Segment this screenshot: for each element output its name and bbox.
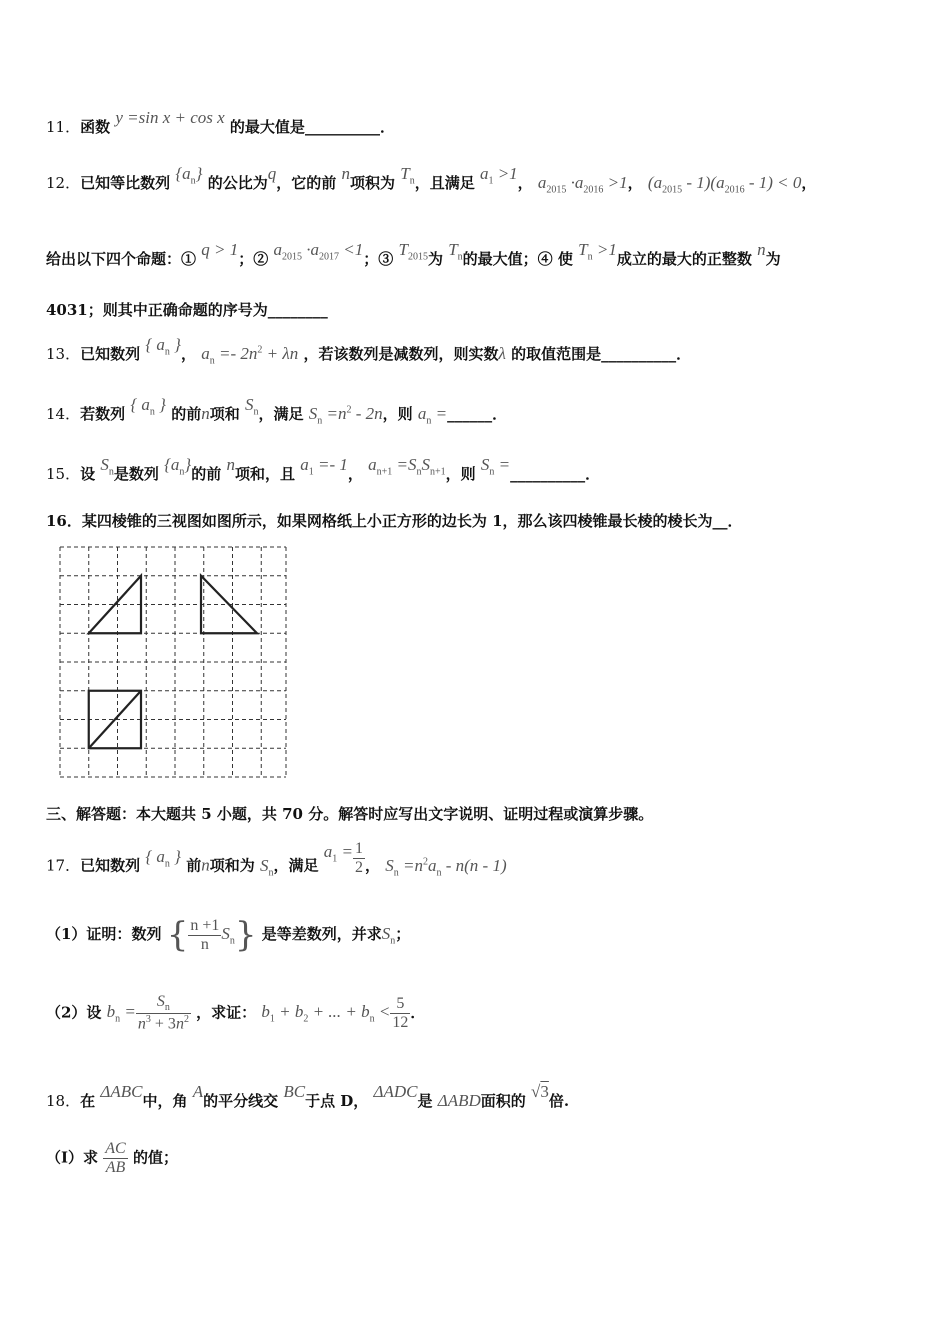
math-formula: $a_{n+1} =S_nS_{n+1}$	[368, 455, 446, 478]
math-formula: q	[267, 164, 277, 183]
math-formula: $S_n$	[381, 924, 396, 947]
math-formula: $T_n$	[448, 240, 463, 263]
math-formula: $(a_{2015} - 1)(a_{2016} - 1) < 0$	[647, 173, 802, 196]
fraction-ac-over-ab: $\frac{AC}{AB}$	[105, 1140, 126, 1176]
math-formula: y =sin x + cos x	[115, 108, 225, 127]
question-13: 13．已知数列 { $a_n$ }， $a_n =- 2n^2 + \lambda n$ ，若该数列是减数列，则实数λ 的取值范围是__________．	[46, 335, 692, 367]
question-14: 14．若数列 { $a_n$ } 的前n项和 $S_n$，满足 $S_n =n^2 - 2n$，则 $a_n$ =______．	[46, 395, 508, 427]
answer-blank: __________	[601, 345, 677, 363]
math-formula: $\{a_n\}$	[164, 455, 192, 478]
math-formula: $S_n$	[100, 455, 114, 478]
math-formula: $a_1 =- 1$	[300, 455, 348, 478]
math-formula: { $a_n$ }	[145, 846, 181, 869]
answer-blank: ______	[447, 405, 493, 423]
three-view-figure	[58, 545, 288, 780]
fraction-5-12: $\frac{5}{12}$	[392, 994, 409, 1031]
question-17-part2: （2）设 $b_n$ = $\frac{S_n}{n^3 + 3n^2}$ ，求证： $b_1 + b_2$ + ... + $b_n$ < $\frac{5}{12}$ ．	[46, 993, 426, 1033]
fraction-sn-over-poly: $\frac{S_n}{n^3 + 3n^2}$	[137, 993, 189, 1033]
question-12-line3: 4031；则其中正确命题的序号为________	[46, 301, 328, 319]
math-formula: $a_1$ =	[323, 841, 353, 864]
math-formula: n	[341, 164, 350, 183]
answer-blank: __________	[510, 465, 586, 483]
question-16: 16．某四棱锥的三视图如图所示，如果网格纸上小正方形的边长为 1，那么该四棱锥最长棱的棱长为__．	[46, 512, 743, 530]
math-formula: $\{a_n\}$	[175, 164, 203, 187]
question-17: 17．已知数列 { $a_n$ } 前n项和为 $S_n$，满足 $a_1$ = $\frac{1}{2}$ ， $S_n =n^2a_n - n(n - 1)$	[46, 840, 507, 878]
math-formula: q > 1	[201, 240, 239, 259]
question-12: 12．已知等比数列 $\{a_n\}$ 的公比为q，它的前 n项积为 $T_n$，且满足 $a_1 >1$， $a_{2015} \cdot a_{2016} >1$， $(a_{2015} - 1)(a_{2016} - 1) < 0$，	[46, 164, 817, 196]
math-formula: n	[226, 455, 235, 474]
math-formula: $S_n$ =	[480, 455, 511, 478]
question-17-part1: （1）证明：数列 { $\frac{n +1}{n}$ $S_n$} 是等差数列，并求$S_n$；	[46, 915, 411, 955]
math-formula: $b_1 + b_2$ + ... + $b_n$ <	[261, 1002, 391, 1025]
question-15: 15．设 $S_n$是数列 $\{a_n\}$的前 n项和，且 $a_1 =- 1$， $a_{n+1} =S_nS_{n+1}$，则 $S_n$ =__________．	[46, 455, 601, 483]
math-formula: n	[201, 404, 210, 423]
math-formula: { $a_n$ }	[145, 335, 181, 358]
sqrt-3: √3	[531, 1082, 549, 1101]
math-formula: $a_n$ =	[417, 404, 448, 427]
math-formula: λ	[498, 344, 506, 363]
math-formula: $T_n >1$	[578, 240, 617, 263]
fraction-one-half: $\frac{1}{2}$	[354, 840, 363, 876]
question-11: 11．函数 y =sin x + cos x 的最大值是__________．	[46, 108, 395, 136]
math-formula: $S_n$	[244, 395, 259, 418]
math-formula: $a_1 >1$	[479, 164, 518, 187]
math-formula: $T_n$	[400, 164, 415, 187]
math-formula: ΔABD	[437, 1091, 481, 1110]
answer-blank: __________	[304, 118, 380, 136]
math-formula: ΔADC	[373, 1082, 418, 1101]
math-formula: A	[192, 1082, 204, 1101]
math-formula: n	[757, 240, 766, 259]
math-formula: BC	[283, 1082, 306, 1101]
math-formula: $T_{2015}$	[398, 240, 428, 263]
question-18-part1: （I）求 $\frac{AC}{AB}$ 的值；	[46, 1140, 178, 1176]
math-formula: $S_n =n^2a_n - n(n - 1)$	[385, 855, 507, 878]
math-formula: $a_{2015} \cdot a_{2016} >1$	[537, 173, 628, 196]
section-heading: 三、解答题：本大题共 5 小题，共 70 分。解答时应写出文字说明、证明过程或演算步骤。	[46, 805, 654, 823]
math-formula: n	[201, 855, 210, 875]
math-formula: { $a_n$ }	[130, 395, 166, 418]
math-formula: $S_n$	[259, 855, 274, 878]
math-formula: ΔABC	[100, 1082, 143, 1101]
question-12-line2: 给出以下四个命题：① q > 1；② $a_{2015} \cdot a_{2017} <1$；③ $T_{2015}$为 $T_n$的最大值；④ 使 $T_n >1$成立的最大的正整数 n为	[46, 240, 781, 268]
math-formula: $a_{2015} \cdot a_{2017} <1$	[273, 240, 364, 263]
math-formula: $a_n =- 2n^2 + \lambda n$	[201, 344, 299, 367]
fraction-n1-over-n: $\frac{n +1}{n}$	[190, 916, 220, 953]
question-18: 18．在 ΔABC中，角 A的平分线交 BC于点 D， ΔADC是 ΔABD面积的 √3倍.	[46, 1082, 570, 1110]
math-formula: $b_n$ =	[106, 1002, 136, 1025]
math-formula: $S_n =n^2 - 2n$	[308, 404, 383, 427]
